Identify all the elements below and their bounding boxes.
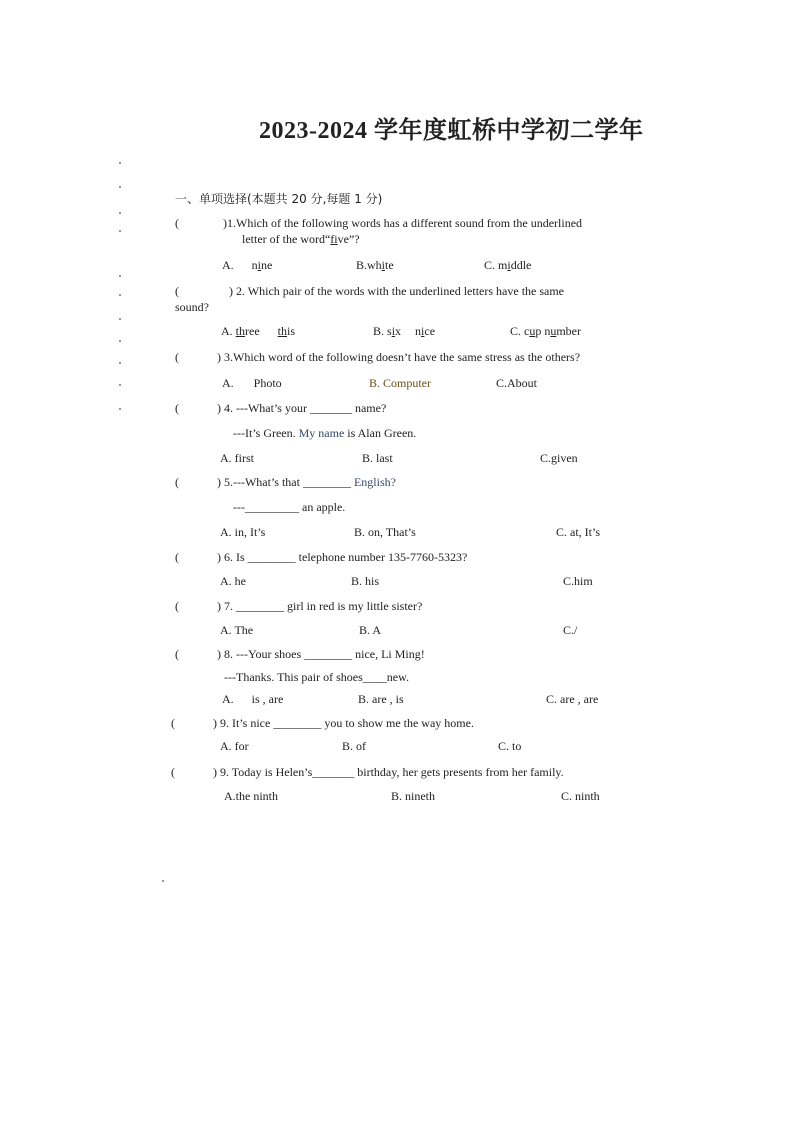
answer-paren: ( [175, 401, 179, 415]
margin-dot [119, 408, 121, 410]
question-6 [175, 549, 467, 565]
question-2-option-c[interactable]: C. cup number [510, 324, 581, 338]
question-5-reply: ---_________ an apple. [233, 500, 346, 514]
margin-dot [119, 212, 121, 214]
question-6-option-b[interactable]: B. his [351, 574, 380, 588]
question-7-option-b[interactable]: B. A [359, 623, 382, 637]
answer-paren: ( [171, 765, 175, 779]
question-2-option-a[interactable]: A. three this [221, 324, 296, 338]
margin-dot [119, 384, 121, 386]
question-6-stem: ) 6. Is ________ telephone number 135-7760-5323? [217, 550, 468, 564]
question-9a-stem: ) 9. It’s nice ________ you to show me the way home. [213, 716, 474, 730]
question-4 [175, 400, 386, 416]
question-5-option-c[interactable]: C. at, It’s [556, 525, 600, 539]
question-2-option-b[interactable]: B. six nice [373, 324, 436, 338]
question-7-option-c[interactable]: C./ [563, 623, 578, 637]
question-6-option-c[interactable]: C.him [563, 574, 593, 588]
margin-dot [119, 362, 121, 364]
answer-paren: ( [175, 550, 179, 564]
question-5-option-b[interactable]: B. on, That’s [354, 525, 416, 539]
question-1-line2: letter of the word“five”? [242, 232, 360, 246]
page-title: 2023-2024 学年度虹桥中学初二学年 [259, 118, 644, 144]
margin-dot [119, 186, 121, 188]
question-9a-option-a[interactable]: A. for [220, 739, 249, 753]
answer-paren: ( [171, 716, 175, 730]
question-4-option-c[interactable]: C.given [540, 451, 578, 465]
question-9b-option-b[interactable]: B. nineth [391, 789, 435, 803]
question-9a [171, 715, 474, 731]
question-1-option-a[interactable]: A. nine [222, 258, 273, 272]
question-4-option-b[interactable]: B. last [362, 451, 393, 465]
question-8-stem: ) 8. ---Your shoes ________ nice, Li Ming! [217, 647, 425, 661]
question-9a-option-c[interactable]: C. to [498, 739, 522, 753]
margin-dot [119, 294, 121, 296]
question-1 [175, 215, 582, 231]
question-5: ( ) 5.---What’s that ________ English? [175, 475, 396, 489]
question-9b-stem: ) 9. Today is Helen’s_______ birthday, her gets presents from her family. [213, 765, 564, 779]
question-5-option-a[interactable]: A. in, It’s [220, 525, 266, 539]
question-3-option-c[interactable]: C.About [496, 376, 538, 390]
answer-paren: ( [175, 599, 179, 613]
margin-dot [119, 162, 121, 164]
question-3-option-a[interactable]: A. Photo [222, 376, 282, 390]
answer-paren: ( [175, 647, 179, 661]
question-7-stem: ) 7. ________ girl in red is my little sister? [217, 599, 423, 613]
margin-dot [119, 318, 121, 320]
question-3-option-b[interactable]: B. Computer [369, 376, 431, 390]
question-7 [175, 598, 422, 614]
question-4-stem: ) 4. ---What’s your _______ name? [217, 401, 387, 415]
question-8-option-c[interactable]: C. are , are [546, 692, 599, 706]
question-6-option-a[interactable]: A. he [220, 574, 246, 588]
question-4-reply: ---It’s Green. My name is Alan Green. [233, 426, 417, 440]
answer-paren: ( [175, 475, 179, 489]
question-1-option-c[interactable]: C. middle [484, 258, 532, 272]
question-8-reply: ---Thanks. This pair of shoes____new. [224, 670, 409, 684]
section-heading: 一、单项选择(本题共 20 分,每题 1 分) [175, 192, 383, 206]
question-9b-option-a[interactable]: A.the ninth [224, 789, 278, 803]
answer-paren: ( [175, 216, 179, 230]
question-8-option-a[interactable]: A. is , are [222, 692, 284, 706]
question-4-option-a[interactable]: A. first [220, 451, 254, 465]
question-1-option-b[interactable]: B.white [356, 258, 394, 272]
margin-dot [119, 230, 121, 232]
question-8-option-b[interactable]: B. are , is [358, 692, 404, 706]
question-8 [175, 646, 425, 662]
margin-dot [119, 340, 121, 342]
question-9b-option-c[interactable]: C. ninth [561, 789, 600, 803]
margin-dot [119, 275, 121, 277]
question-2 [175, 283, 564, 299]
question-5-stem: ) 5.---What’s that ________ [217, 475, 351, 489]
question-9a-option-b[interactable]: B. of [342, 739, 366, 753]
answer-paren: ( [175, 284, 179, 298]
question-3 [175, 349, 580, 365]
margin-dot [162, 880, 164, 882]
question-2-line2: sound? [175, 300, 209, 314]
question-7-option-a[interactable]: A. The [220, 623, 254, 637]
question-2-stem: ) 2. Which pair of the words with the underlined letters have the same [229, 284, 565, 298]
question-3-stem: ) 3.Which word of the following doesn’t have the same stress as the others? [217, 350, 581, 364]
answer-paren: ( [175, 350, 179, 364]
question-9b [171, 764, 564, 780]
question-1-stem: )1.Which of the following words has a different sound from the underlined [223, 216, 583, 230]
